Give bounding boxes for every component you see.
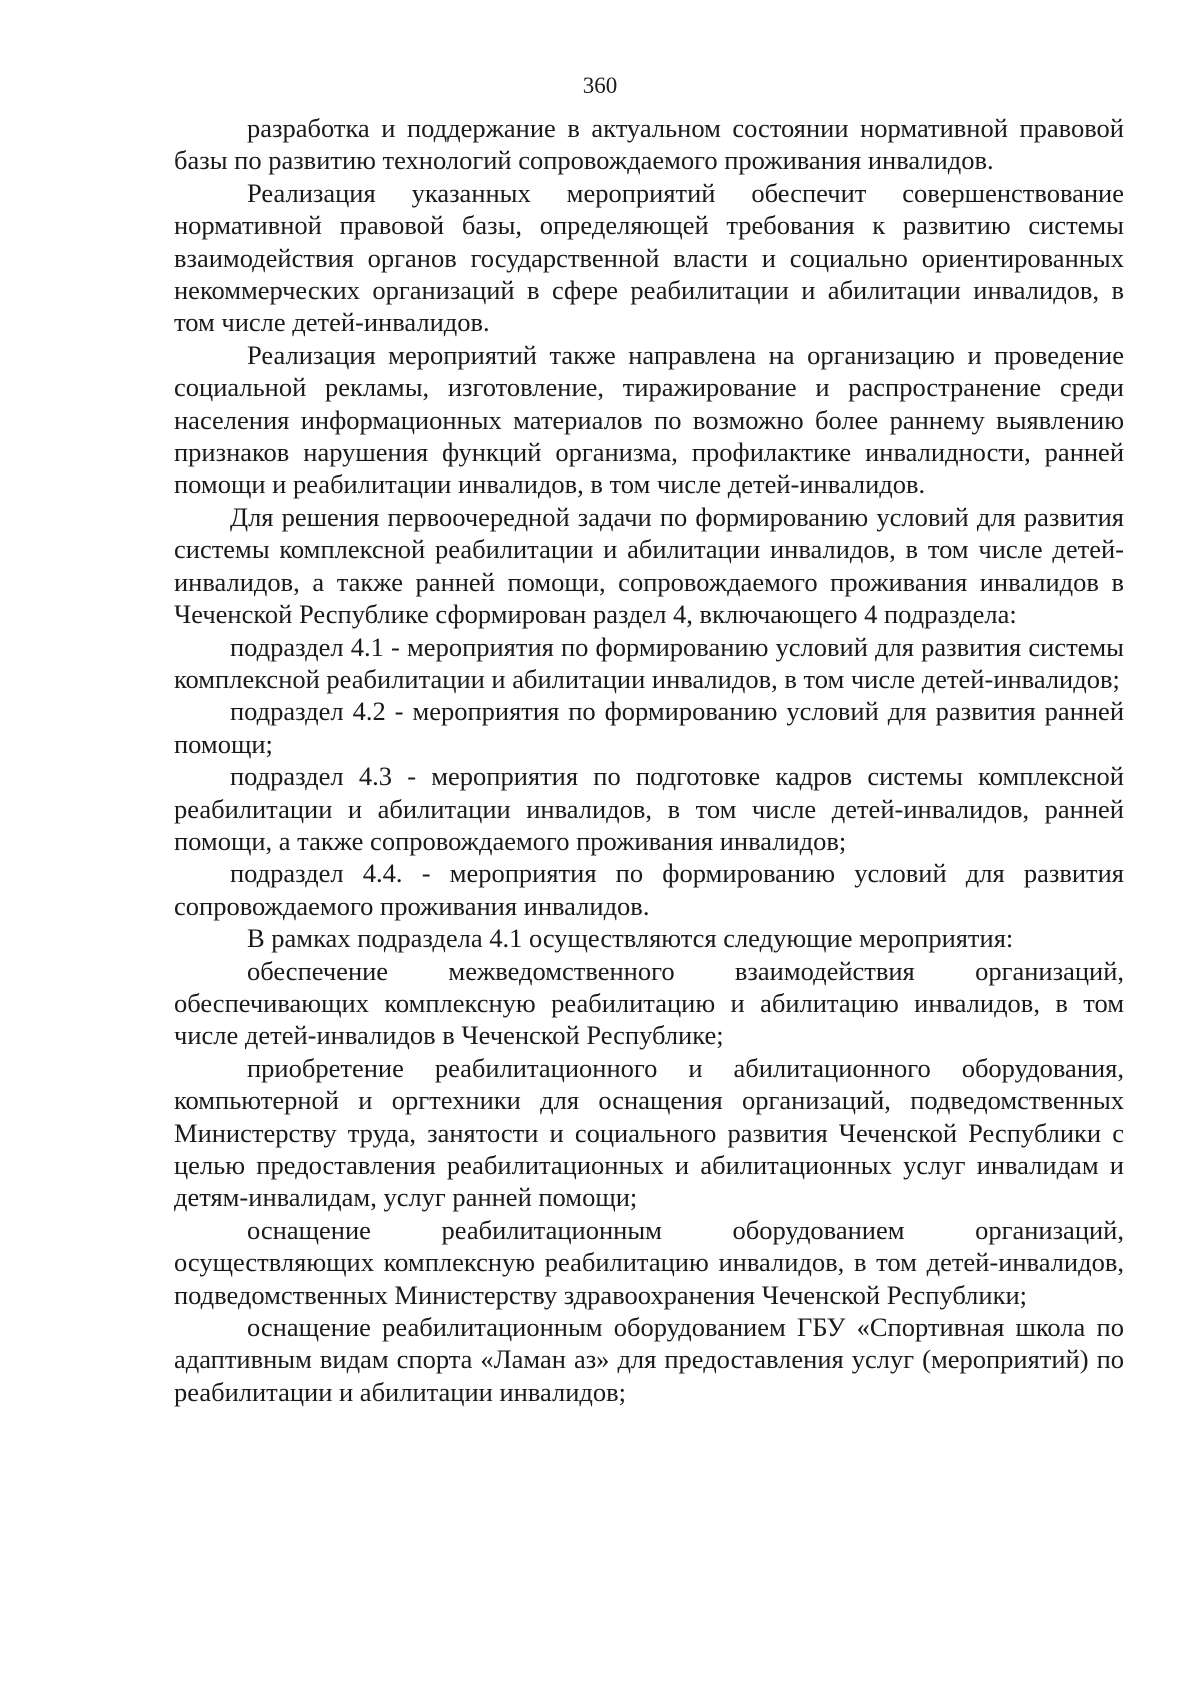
list-item-subsection: подраздел 4.3 - мероприятия по подготовке кадров системы комплексной реабилитации и абилитации инвалидов, в том числе детей-инвалидов, ранней помощи, а также сопровождаемого проживания инвалидов; [174,761,1124,856]
paragraph: Реализация мероприятий также направлена на организацию и проведение социальной рекламы, изготовление, тиражирование и распространение среди населения информационных материалов по возможно более раннему выявлению признаков нарушения функций организма, профилактике инвалидности, ранней помощи и реабилитации инвалидов, в том числе детей-инвалидов. [174,339,1124,500]
paragraph: Реализация указанных мероприятий обеспечит совершенствование нормативной правовой базы, определяющей требования к развитию системы взаимодействия органов государственной власти и социально ориентированных некоммерческих организаций в сфере реабилитации и абилитации инвалидов, в том числе детей-инвалидов. [174,177,1124,338]
page-number: 360 [582,73,618,98]
list-item-measure: приобретение реабилитационного и абилитационного оборудования, компьютерной и оргтехники для оснащения организаций, подведомственных Министерству труда, занятости и социального развития Чеченской Республики с целью предоставления реабилитационных и абилитационных услуг инвалидам и детям-инвалидам, услуг ранней помощи; [174,1052,1124,1213]
list-item-measure: обеспечение межведомственного взаимодействия организаций, обеспечивающих комплексную реабилитацию и абилитацию инвалидов, в том числе детей-инвалидов в Чеченской Республике; [174,955,1124,1051]
list-item-subsection: подраздел 4.1 - мероприятия по формированию условий для развития системы комплексной реабилитации и абилитации инвалидов, в том числе детей-инвалидов; [174,631,1124,694]
list-item-measure: оснащение реабилитационным оборудованием организаций, осуществляющих комплексную реабилитацию инвалидов, в том детей-инвалидов, подведомственных Министерству здравоохранения Чеченской Республики; [174,1214,1124,1310]
document-body [174,112,1124,1408]
paragraph: В рамках подраздела 4.1 осуществляются следующие мероприятия: [247,923,1014,954]
list-item-subsection: подраздел 4.2 - мероприятия по формированию условий для развития ранней помощи; [174,696,1124,759]
paragraph: Для решения первоочередной задачи по формированию условий для развития системы комплексной реабилитации и абилитации инвалидов, в том числе детей-инвалидов, а также ранней помощи, сопровождаемого проживания инвалидов в Чеченской Республике сформирован раздел 4, включающего 4 подраздела: [174,501,1124,630]
list-item-measure: оснащение реабилитационным оборудованием ГБУ «Спортивная школа по адаптивным видам спорта «Ламан аз» для предоставления услуг (мероприятий) по реабилитации и абилитации инвалидов; [174,1312,1124,1407]
list-item-subsection: подраздел 4.4. - мероприятия по формированию условий для развития сопровождаемого проживания инвалидов. [174,858,1124,921]
paragraph: разработка и поддержание в актуальном состоянии нормативной правовой базы по развитию технологий сопровождаемого проживания инвалидов. [174,113,1124,176]
